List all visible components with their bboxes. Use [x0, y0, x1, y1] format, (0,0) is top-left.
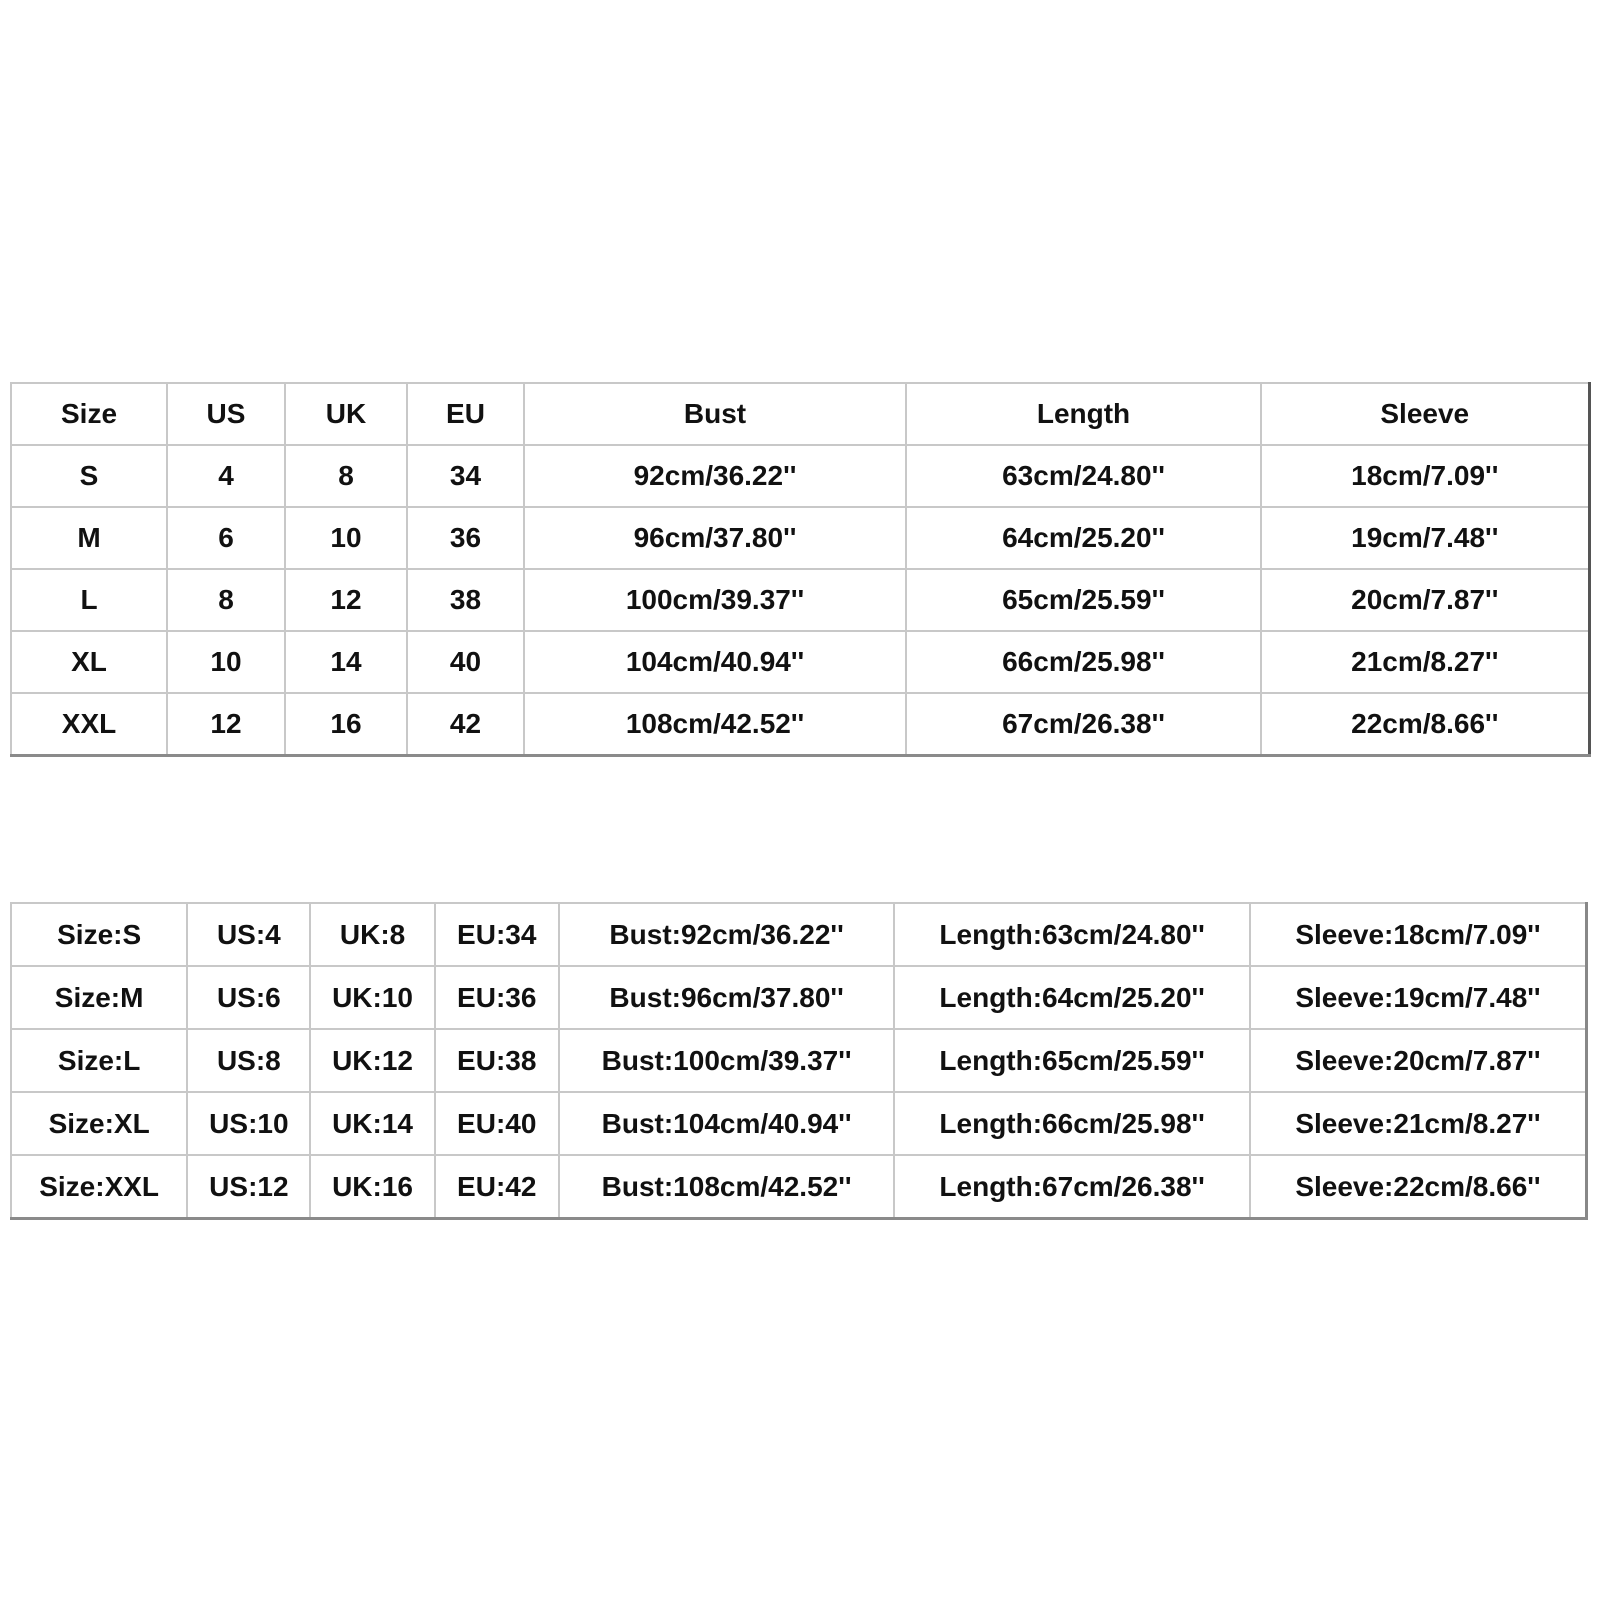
table-cell: EU:36 [435, 966, 559, 1029]
table-cell: EU:42 [435, 1155, 559, 1219]
table-cell: 4 [167, 445, 285, 507]
table-cell: Size:L [11, 1029, 187, 1092]
table-cell: US:8 [187, 1029, 310, 1092]
table-cell: L [11, 569, 167, 631]
table-cell: 19cm/7.48'' [1261, 507, 1589, 569]
table-cell: M [11, 507, 167, 569]
table-cell: Bust:96cm/37.80'' [559, 966, 895, 1029]
table-cell: 66cm/25.98'' [906, 631, 1261, 693]
table-cell: Length:66cm/25.98'' [894, 1092, 1250, 1155]
table-row [11, 1092, 1587, 1155]
table-cell: 20cm/7.87'' [1261, 569, 1589, 631]
table-cell: US:12 [187, 1155, 310, 1219]
table-cell: 12 [167, 693, 285, 756]
table-cell: Size:M [11, 966, 187, 1029]
table-cell: US:4 [187, 903, 310, 966]
header-cell: UK [285, 383, 407, 445]
table-cell: EU:40 [435, 1092, 559, 1155]
table-cell: Sleeve:22cm/8.66'' [1250, 1155, 1587, 1219]
table-cell: EU:34 [435, 903, 559, 966]
table-row [11, 569, 1589, 631]
header-cell: Bust [524, 383, 906, 445]
table-cell: Sleeve:18cm/7.09'' [1250, 903, 1587, 966]
table-cell: 63cm/24.80'' [906, 445, 1261, 507]
table-cell: US:6 [187, 966, 310, 1029]
table-cell: Length:63cm/24.80'' [894, 903, 1250, 966]
table-cell: 14 [285, 631, 407, 693]
table-cell: 40 [407, 631, 524, 693]
table-cell: UK:16 [310, 1155, 434, 1219]
table-cell: UK:14 [310, 1092, 434, 1155]
table-cell: Length:67cm/26.38'' [894, 1155, 1250, 1219]
table-cell: US:10 [187, 1092, 310, 1155]
table-cell: 96cm/37.80'' [524, 507, 906, 569]
table-cell: S [11, 445, 167, 507]
labeled-size-chart-table [10, 902, 1588, 1220]
table-cell: Bust:100cm/39.37'' [559, 1029, 895, 1092]
table-cell: 10 [285, 507, 407, 569]
size-chart-table [10, 382, 1591, 757]
header-cell: Sleeve [1261, 383, 1589, 445]
table-cell: 16 [285, 693, 407, 756]
header-cell: Length [906, 383, 1261, 445]
table-cell: Length:64cm/25.20'' [894, 966, 1250, 1029]
table-row [11, 966, 1587, 1029]
table-cell: 108cm/42.52'' [524, 693, 906, 756]
table-cell: 38 [407, 569, 524, 631]
table-cell: Size:XL [11, 1092, 187, 1155]
table-cell: 92cm/36.22'' [524, 445, 906, 507]
table-cell: Sleeve:21cm/8.27'' [1250, 1092, 1587, 1155]
table-header-row [11, 383, 1589, 445]
table-row [11, 445, 1589, 507]
table-cell: Sleeve:20cm/7.87'' [1250, 1029, 1587, 1092]
table-cell: 8 [167, 569, 285, 631]
table-cell: Bust:92cm/36.22'' [559, 903, 895, 966]
table-cell: EU:38 [435, 1029, 559, 1092]
table-row [11, 631, 1589, 693]
table-cell: 8 [285, 445, 407, 507]
table-cell: XXL [11, 693, 167, 756]
table-cell: Bust:108cm/42.52'' [559, 1155, 895, 1219]
table-cell: 42 [407, 693, 524, 756]
table-cell: 64cm/25.20'' [906, 507, 1261, 569]
table-cell: Size:S [11, 903, 187, 966]
table-row [11, 1029, 1587, 1092]
table-cell: XL [11, 631, 167, 693]
table-cell: 12 [285, 569, 407, 631]
table-cell: Size:XXL [11, 1155, 187, 1219]
table-cell: Bust:104cm/40.94'' [559, 1092, 895, 1155]
table-row [11, 1155, 1587, 1219]
header-cell: US [167, 383, 285, 445]
table-cell: 34 [407, 445, 524, 507]
table-cell: 21cm/8.27'' [1261, 631, 1589, 693]
table-row [11, 507, 1589, 569]
table-cell: 67cm/26.38'' [906, 693, 1261, 756]
table-cell: 10 [167, 631, 285, 693]
table-cell: UK:10 [310, 966, 434, 1029]
table-cell: 6 [167, 507, 285, 569]
table-cell: 36 [407, 507, 524, 569]
table-cell: Length:65cm/25.59'' [894, 1029, 1250, 1092]
table-cell: 22cm/8.66'' [1261, 693, 1589, 756]
table-row [11, 693, 1589, 756]
header-cell: EU [407, 383, 524, 445]
header-cell: Size [11, 383, 167, 445]
table-cell: 100cm/39.37'' [524, 569, 906, 631]
table-cell: 65cm/25.59'' [906, 569, 1261, 631]
table-cell: UK:12 [310, 1029, 434, 1092]
table-cell: 104cm/40.94'' [524, 631, 906, 693]
table-cell: Sleeve:19cm/7.48'' [1250, 966, 1587, 1029]
table-cell: 18cm/7.09'' [1261, 445, 1589, 507]
table-cell: UK:8 [310, 903, 434, 966]
table-row [11, 903, 1587, 966]
